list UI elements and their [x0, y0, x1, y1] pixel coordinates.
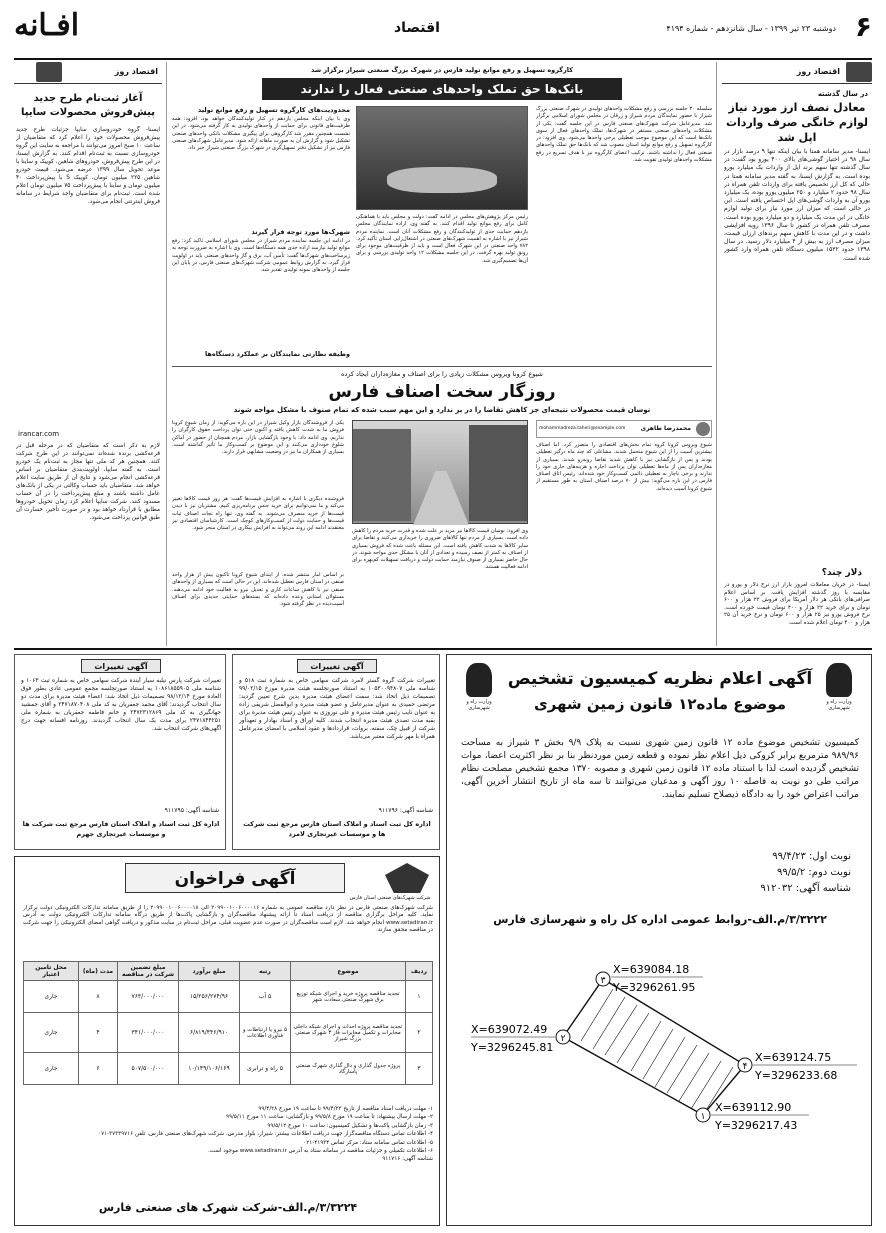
left-column	[14, 62, 162, 644]
tender-table-wrap	[23, 961, 433, 1085]
article-headline: آغاز ثبت‌نام طرح جدید پیش‌فروش محصولات سایپا	[21, 93, 155, 118]
iran-emblem-icon	[466, 663, 492, 697]
table-cell: ۱۵/۲۵۶/۲۷۴/۹۶	[179, 981, 240, 1013]
column-header: محل تامین اعتبار	[24, 962, 79, 981]
tender-note: ۶- اطلاعات تکمیلی و جزئیات مناقصه در سامانه ستاد به آدرس www.setadiran.ir موجود است.	[207, 1148, 433, 1155]
notice-id: شناسه آگهی: ۹۱۲۰۳۲	[760, 883, 851, 894]
point-number: ۱	[700, 1112, 706, 1122]
article-deck: نوسان قیمت محصولات نتیجه‌ای جز کاهش تقاضا را در بر ندارد و این مهم سبب شده که تمام صنوف با مشکل مواجه شوند	[233, 406, 651, 414]
notice-body: تغییرات شرکت پارس نیلبه سیار آینده شرکت سهامی خاص به شماره ثبت ۱۰۶۳ و شناسه ملی ۱۰۸۶۱۸۵۵۹۰۵ به استناد صورتجلسه مجمع عمومی عادی بطور فوق العاده مورخ ۹۸/۱۲/۱۴ تصمیمات ذیل اتخاذ شد: اعضاء هیئت مدیره برای مدت دو سال انتخاب گردیدند: آقای محمد جعفریان به کد ملی ۲۴۷۱۸۷۰۴۰۸ و آقای جمشید جهانگیری به کد ملی ۲۴۷۲۳۱۲۸۶۹ و خانم فاطمه جعفریان به شماره ملی ۲۴۷۱۸۴۴۲۵۱ برای مدت یک سال انتخاب گردیدند. روزنامه افسانه جهت درج آگهی‌های شرکت انتخاب شد.	[21, 678, 221, 732]
article-sub-heading: محدودیت‌های کارگروه تسهیل و رفع موانع تولید	[197, 106, 350, 114]
point-y-coordinate: Y=3296233.68	[755, 1069, 838, 1082]
author-email[interactable]: mohammadreza.taheri@example.com	[539, 426, 626, 431]
column-header: ردیف	[406, 962, 433, 981]
mid-article	[172, 370, 712, 646]
tender-table	[23, 961, 433, 1085]
source-link[interactable]: irancar.com	[18, 430, 60, 438]
notice-title: آگهی تغییرات	[81, 659, 161, 673]
right-column-header	[722, 62, 872, 84]
land-sketch	[453, 937, 867, 1223]
tender-intro: شرکت شهرک‌های صنعتی فارس در نظر دارد مناقصه عمومی به شماره ۲۰۹۹۰۰۱۰۰۶۰۰۰۰۱۶ الی ۲۰۹۹۰۰۱۰۰۶۰۰۰۰۱۸ را از طریق سامانه تدارکات الکترونیکی دولت برگزار نماید. کلیه مراحل برگزاری مناقصه از دریافت اسناد تا ارائه پیشنهاد مناقصه‌گران و بازگشایی پاکت‌ها از طریق درگاه سامانه تدارکات الکترونیکی دولت به آدرس www.setadiran.ir انجام خواهد شد. لازم است مناقصه‌گران در صورت عدم عضویت قبلی، مراحل ثبت‌نام در سایت مذکور و دریافت گواهی امضای الکترونیکی را جهت شرکت در مناقصه محقق سازند.	[23, 905, 433, 934]
point-number: ۳	[600, 976, 606, 986]
article-col-1: سلسله ۳۰ جلسه بررسی و رفع مشکلات واحدهای تولیدی در شهرک صنعتی بزرگ شیراز با حضور نمایندگان مردم شیراز و زرقان در مجلس شورای اسلامی برگزار شد. مدیرعامل شرکت شهرک‌های صنعتی فارس در این جلسه گفت: یکی از مشکلات واحدهای صنعتی مستقر در شهرک‌ها، تملک واحدهای فعال از سوی بانک‌ها است که این موضوع موجب تعطیلی برخی واحدها می‌شود. وی افزود: در کارگروه تسهیل و رفع موانع تولید استان مصوب شد که بانک‌ها حق تملک واحدهای صنعتی فعال را نداشته باشند. ترکیب اعضای کارگروه نیز با هدف تسریع در رفع مشکلات واحدهای تولیدی تقویت شد.	[536, 106, 712, 164]
article-body: ایسنا- مدیر سامانه همتا با بیان اینکه تنها ۹ درصد بازار در سال ۹۸ در اختیار گوشی‌های بالای ۴۰۰ یورو بود گفت: در سال گذشته تنها سهم برند اپل از واردات یک میلیارد یورو بوده است. به گزارش ایسنا، به گفته مدیر سامانه همتا در حالی که کل ارز تخصیص یافته برای واردات تلفن همراه در سال ۹۸ حدود ۲ میلیارد و ۲۵۰ میلیون یورو بوده، یک میلیارد یورو آن به واردات گوشی‌های اپل اختصاص یافته است. این در حالی است که میزان ارز مورد نیاز برای تولید لوازم خانگی در این مدت یک میلیارد و دو میلیارد یورو بوده است. مصرف تلفن همراه در کشور تا سال ۱۳۹۶ رویه افزایشی داشت و در این مدت با کاهش سهم برندهای ارزان قیمت، میزان مصرف ارز به بیش از ۴ میلیارد دلار رسید. در سال ۱۳۹۸ حدود ۱۵۳۲ میلیون دستگاه تلفن همراه وارد کشور شده است.	[724, 148, 870, 262]
article-col-3: وی با بیان اینکه مجلس یازدهم در کنار تولیدکنندگان خواهد بود، افزود: همه ظرفیت‌های قانونی برای حمایت از واحدهای تولیدی به کار گرفته می‌شود. در این نشست همچنین مقرر شد کارگروهی برای پیگیری مشکلات بانکی واحدهای صنعتی تشکیل شود و گزارش آن به صورت ماهانه ارائه شود. مدیرعامل شهرک‌های صنعتی فارس نیز از تشکیل دفتر تسهیل‌گری در شهرک بزرگ صنعتی شیراز خبر داد.	[172, 116, 350, 152]
table-cell: ۲	[406, 1013, 433, 1053]
table-cell: ۶/۸۱۹/۴۴۶/۹۱۰	[179, 1013, 240, 1053]
table-cell: جاری	[24, 1053, 79, 1085]
table-cell: ۱۰/۱۴۹/۱۰۶/۱۶۹	[179, 1053, 240, 1085]
table-row	[24, 1013, 433, 1053]
table-cell: ۴	[79, 1013, 118, 1053]
notice-title: آگهی تغییرات	[297, 659, 377, 673]
tender-title	[125, 863, 345, 893]
emblem-left	[457, 663, 501, 723]
masthead-rule	[14, 58, 872, 60]
meeting-photo	[356, 106, 528, 210]
section-logo-icon	[36, 62, 62, 82]
article-body: ایسنا- گروه خودروسازی سایپا جزئیات طرح جدید پیش‌فروش محصولات خود را اعلام کرد که متقاضیان از ساعت ۱۰ صبح امروز می‌توانند با مراجعه به سایت این گروه خودروسازی نسبت به ثبت‌نام اقدام کنند. به گزارش ایسنا، در این طرح پیش‌فروش، خودروهای شاهین، کوییک و ساینا با موعد تحویل سال ۱۳۹۹ عرضه می‌شود. قیمت خودرو شاهین ۲۲۵ میلیون تومان، کوییک S با پیش‌پرداخت ۴۰ میلیون تومان و ساینا با پیش‌پرداخت ۷۵ میلیون تومان اعلام شده است. ثبت‌نام برای متقاضیان واجد شرایط در سامانه فروش اینترنتی انجام می‌شود.	[16, 127, 160, 205]
section-title: اقتصاد	[394, 20, 440, 36]
table-cell: ۵۰۷/۵۰۰/۰۰۰	[118, 1053, 179, 1085]
page-number: ۶	[854, 10, 872, 43]
notice-body: تغییرات شرکت گروه گستر لامرد شرکت سهامی خاص به شماره ثبت ۵۱۸ و شناسه ملی ۱۰۵۳۰۰۹۴۸۰۷ به استناد صورتجلسه هیئت مدیره مورخ ۹۹/۰۲/۱۵ تصمیمات ذیل اتخاذ شد: سمت اعضای هیئت مدیره بدین شرح تعیین گردید: مرتضی حمیدی به عنوان مدیرعامل و عضو هیئت مدیره و ابوالفضل شریفی زاده به عنوان نایب رئیس هیئت مدیره و علی نوروزی به عنوان رئیس هیئت مدیره برای بقیه مدت تصدی هیئت مدیره انتخاب شدند. کلیه اوراق و اسناد بهادار و تعهدآور شرکت از قبیل چک، سفته، بروات، قراردادها و عقود اسلامی با امضای مدیرعامل همراه با مهر شرکت معتبر می‌باشد.	[239, 678, 435, 740]
article-col-1: شیوع ویروس کرونا گروه تمام بخش‌های اقتصادی را متضرر کرد. اما اصناف بیشترین آسیب را از این شیوع متحمل شدند. مشاغلی که چند ماه درگیر تعطیلی بودند و پس از بازگشایی نیز با کاهش شدید تقاضا روبه‌رو شدند. بسیاری از مغازه‌داران پس از ماه‌ها تعطیلی توان پرداخت اجاره و هزینه‌های جاری خود را ندارند و برخی ناچار به تعطیلی دائمی کسب‌وکار خود شده‌اند. رئیس اتاق اصناف فارس در این باره می‌گوید: بیش از ۷۰ درصد اصناف استان به طور مستقیم از شیوع کرونا آسیب دیده‌اند.	[536, 442, 712, 492]
table-cell: ۱	[406, 981, 433, 1013]
first-publication-date: نوبت اول: ۹۹/۴/۲۳	[772, 851, 851, 862]
table-cell: جاری	[24, 981, 79, 1013]
hatch-line	[617, 1013, 649, 1063]
point-y-coordinate: Y=3296261.95	[613, 981, 696, 994]
column-header: مبلغ تضمین شرکت در مناقصه	[118, 962, 179, 981]
notice-footer: ۳/۳۲۲۲/م.الف-روابط عمومی اداره کل راه و شهرسازی فارس	[493, 913, 827, 926]
article-col-4: فروشنده دیگری با اشاره به افزایش قیمت‌ها گفت: هر روز قیمت کالاها تغییر می‌کند و ما نمی‌توانیم برای خرید جنس برنامه‌ریزی کنیم. مشتریان نیز با دیدن قیمت‌ها از خرید منصرف می‌شوند. به گفته وی، تنها راه نجات اصناف ثبات قیمت‌ها و حمایت دولت از کسب‌وکارهای کوچک است. کارشناسان اقتصادی نیز معتقدند ادامه این روند می‌تواند به افزایش بیکاری در استان منجر شود.	[172, 496, 344, 532]
photo-building-right	[469, 425, 527, 521]
land-parcel-outline	[560, 979, 745, 1115]
author-name: محمدرضا طاهری	[640, 425, 691, 432]
column-header: موضوع	[291, 962, 406, 981]
article-col-3: یکی از فروشندگان بازار وکیل شیراز در این باره می‌گوید: از زمان شیوع کرونا فروش ما به شدت کاهش یافته و اکنون حتی توان پرداخت حقوق کارگران را نداریم. وی ادامه داد: با وجود بازگشایی بازار، مردم همچنان از حضور در اماکن شلوغ خودداری می‌کنند و این موضوع بر کسب‌وکار ما تأثیر گذاشته است. بسیاری از همکاران ما نیز در وضعیت مشابهی قرار دارند.	[172, 420, 344, 456]
article-body-2: لازم به ذکر است که متقاضیان که در مرحله قبل در قرعه‌کشی برنده شده‌اند نمی‌توانند در این طرح شرکت کنند. همچنین هر کد ملی تنها مجاز به ثبت‌نام یک خودرو است. به گفته سایپا، اولویت‌بندی متقاضیان بر اساس قرعه‌کشی انجام می‌شود و نتایج آن از طریق سایت اعلام خواهد شد. متقاضیان باید حساب وکالتی در یکی از بانک‌های عامل داشته باشند و مبلغ پیش‌پرداخت را در آن حساب مسدود کنند. شرکت سایپا اعلام کرد زمان تحویل خودروها مطابق با قرارداد خواهد بود و در صورت تأخیر، خسارت آن طبق قوانین پرداخت می‌شود.	[16, 443, 160, 521]
point-y-coordinate: Y=3296245.81	[471, 1041, 554, 1054]
notice-subtitle: موضوع ماده۱۲ قانون زمین شهری	[533, 695, 787, 713]
tender-note: ۴- اطلاعات تماس دستگاه مناقصه‌گزار جهت دریافت اطلاعات بیشتر: شیراز، بلوار مدرس، شرکت شهرک‌های صنعتی فارس، تلفن ۳۷۳۳۹۷۱۶-۰۷۱	[98, 1131, 433, 1138]
table-row	[24, 981, 433, 1013]
notice-id: شناسه آگهی: ۹۱۱۷۱۶	[382, 1156, 433, 1163]
table-header-row	[24, 962, 433, 981]
top-article	[172, 66, 712, 366]
emblem-caption: وزارت راه و شهرسازی	[826, 699, 852, 711]
masthead	[14, 8, 872, 58]
photo-road	[413, 471, 469, 525]
org-logo-icon	[385, 863, 429, 893]
sub-heading: دلار چند؟	[821, 568, 862, 578]
emblem-right	[817, 663, 861, 723]
emblem-caption: وزارت راه و شهرسازی	[466, 699, 492, 711]
notice-changes-jahrom	[14, 654, 226, 850]
tender-note: ۱- مهلت دریافت اسناد مناقصه از تاریخ ۹۹/۴/۲۳ تا ساعت ۱۹ مورخ ۹۹/۴/۲۸	[258, 1106, 433, 1112]
issue-date: دوشنبه ۲۳ تیر ۱۳۹۹ - سال شانزدهم - شماره ۴۱۹۴	[666, 24, 836, 33]
article-kicker: کارگروه تسهیل و رفع موانع تولید فارس در شهرک بزرگ صنعتی شیراز برگزار شد	[311, 66, 573, 74]
table-cell: ۳۴۱/۰۰۰/۰۰۰	[118, 1013, 179, 1053]
hatch-line	[631, 1021, 661, 1071]
tender-notes	[23, 1105, 433, 1197]
point-x-coordinate: X=639112.90	[715, 1101, 792, 1114]
notice-footer: اداره کل ثبت اسناد و املاک استان فارس مرجع ثبت شرکت ها و موسسات غیرتجاری لامرد	[243, 820, 431, 838]
table-cell: تجدید مناقصه پروژه احداث و اجرای شبکه داخلی مخابرات و تکمیل مخابرات فاز ۳ شهرک صنعتی بزرگ شیراز	[291, 1013, 406, 1053]
notice-article-12	[446, 654, 872, 1226]
table-cell: ۵ آب	[240, 981, 291, 1013]
tender-footer: ۳/۳۲۲۴/م.الف-شرکت شهرک های صنعتی فارس	[98, 1201, 358, 1214]
notice-body: کمیسیون تشخیص موضوع ماده ۱۲ قانون زمین شهری نسبت به پلاک ۹/۹ بخش ۳ شیراز به مساحت ۹۸۹/۹۶ مترمربع برابر کروکی ذیل اعلام نظر نموده و قطعه زمین موردنظر بنا بر نظر اکثریت اعضا، موات تشخیص گردیده است لذا با استناد ماده ۱۲ قانون زمین شهری و مصوبه ۱۳۷۰ مجمع تشخیص مصلحت نظام مراتب طی دو نوبت به فاصله ۱۰ روز آگهی و مدعیان می‌توانند تا سه ماه از تاریخ انتشار آخرین آگهی، مراتب اعتراض خود را به دادگاه ذیصلاح تسلیم نمایند.	[461, 738, 859, 800]
column-header: مدت (ماه)	[79, 962, 118, 981]
article-col-5: بر اساس آمار منتشر شده، از ابتدای شیوع کرونا تاکنون بیش از هزار واحد صنفی در استان فارس تعطیل شده‌اند. این در حالی است که بسیاری از واحدهای صنفی نیز با کاهش ساعات کاری و تعدیل نیرو به فعالیت خود ادامه می‌دهند. مسئولان استانی وعده داده‌اند که بسته‌های حمایتی جدیدی برای اصناف آسیب‌دیده در نظر گرفته شود.	[172, 572, 344, 608]
article-kicker: در سال گذشته	[817, 90, 868, 98]
bottom-section-rule	[14, 648, 872, 650]
hatch-line	[655, 1037, 685, 1087]
article-sub-heading: وظیفه نظارتی نمایندگان بر عملکرد دستگاه‌ها	[204, 350, 350, 358]
notice-id: شناسه آگهی: ۹۱۱۷۹۵	[164, 807, 219, 814]
article-headline: بانک‌ها حق تملک واحدهای صنعتی فعال را ندارند	[262, 78, 622, 100]
photo-building-left	[353, 429, 411, 521]
hatch-line	[593, 997, 625, 1049]
table-cell: ۸	[79, 981, 118, 1013]
section-label: اقتصاد روز	[796, 67, 840, 76]
org-name: شرکت شهرک‌های صنعتی استان فارس	[349, 895, 431, 901]
newspaper-logo: افـانه	[14, 8, 80, 43]
right-column	[722, 62, 872, 644]
tender-note: ۲- مهلت ارسال پیشنهاد: تا ساعت ۱۹ مورخ ۹۹/۵/۸ و بازگشایی: ساعت ۱۱ مورخ ۹۹/۵/۱۱	[225, 1114, 433, 1121]
hatch-line	[679, 1053, 709, 1101]
table-cell: جاری	[24, 1013, 79, 1053]
table-cell: تجدید مناقصه پروژه خرید و اجرای شبکه توزیع برق شهرک صنعتی سعادت شهر	[291, 981, 406, 1013]
article-col-2: رئیس مرکز پژوهش‌های مجلس در ادامه گفت: دولت و مجلس باید با هماهنگی کامل برای رفع موانع تولید اقدام کنند. به گفته وی، اراده نمایندگان مجلس یازدهم حمایت جدی از تولیدکنندگان و رفع مشکلات آنان است. نماینده مردم شیراز نیز با اشاره به اهمیت شهرک‌های صنعتی در اشتغال‌زایی استان تأکید کرد: ۷۸۲ واحد صنعتی در این شهرک فعال است و باید از ظرفیت‌های موجود برای رونق تولید بهره گرفت. در این جلسه مشکلات ۱۲ واحد تولیدی بررسی و برای آن‌ها تصمیم‌گیری شد.	[356, 214, 528, 264]
hatch-line	[581, 989, 613, 1041]
author-avatar	[696, 422, 710, 436]
notice-footer: اداره کل ثبت اسناد و املاک استان فارس مرجع ثبت شرکت ها و موسسات غیرتجاری جهرم	[22, 820, 220, 838]
hatch-line	[605, 1005, 637, 1055]
article-sub-heading: شهرک‌ها مورد توجه قرار گیرند	[251, 228, 350, 236]
article-headline: معادل نصف ارز مورد نیاز لوازم خانگی صرف واردات اپل شد	[725, 101, 869, 144]
section-label: اقتصاد روز	[114, 67, 158, 76]
column-divider	[166, 62, 167, 646]
point-x-coordinate: X=639084.18	[613, 963, 690, 976]
notice-title: آگهی اعلام نظریه کمیسیون تشخیص	[507, 669, 813, 689]
table-cell: ۶	[79, 1053, 118, 1085]
tender-note: ۳- زمان بازگشایی پاکت‌ها و تشکیل کمیسیون: ساعت ۱۰ مورخ ۹۹/۵/۱۲	[267, 1122, 433, 1129]
hatch-line	[643, 1029, 673, 1079]
tender-title-text: آگهی فراخوان	[174, 869, 296, 889]
table-cell: ۵ راه و ترابری	[240, 1053, 291, 1085]
article-col-4: در ادامه این جلسه نماینده مردم شیراز در مجلس شورای اسلامی تأکید کرد: رفع موانع تولید نیازمند اراده جدی همه دستگاه‌ها است. وی با اشاره به ضرورت توجه به زیرساخت‌های شهرک‌ها گفت: تأمین آب، برق و گاز واحدهای صنعتی باید در اولویت قرار گیرد. به گزارش روابط عمومی شرکت شهرک‌های صنعتی فارس، در پایان این جلسه از واحدهای نمونه تولیدی تقدیر شد.	[172, 238, 350, 274]
column-divider	[716, 62, 717, 646]
photo-table	[387, 167, 497, 193]
point-x-coordinate: X=639124.75	[755, 1051, 832, 1064]
article-col-2: وی افزود: نوسان قیمت کالاها نیز مزید بر علت شده و قدرت خرید مردم را کاهش داده است. بسیاری از مردم تنها کالاهای ضروری را خریداری می‌کنند و تقاضا برای سایر کالاها به شدت کاهش یافته است. این مسئله باعث شده که فروش بسیاری از اصناف به کمتر از نصف رسیده و تعدادی از آنان با مشکل جدی مواجه شوند. در حال حاضر بسیاری از صنوف نیازمند حمایت دولت و دریافت تسهیلات کم‌بهره برای ادامه فعالیت هستند.	[352, 528, 528, 571]
iran-emblem-icon	[826, 663, 852, 697]
column-header: مبلغ برآورد	[179, 962, 240, 981]
point-x-coordinate: X=639072.49	[471, 1023, 548, 1036]
left-column-header	[14, 62, 162, 84]
tender-notice	[14, 856, 440, 1226]
table-cell: ۷۶۳/۰۰۰/۰۰۰	[118, 981, 179, 1013]
section-logo-icon	[846, 62, 872, 82]
point-number: ۴	[742, 1062, 748, 1072]
notice-changes-lamerd	[232, 654, 440, 850]
table-cell: ۳	[406, 1053, 433, 1085]
notice-id: شناسه آگهی: ۹۱۱۷۹۶	[378, 807, 433, 814]
tender-note: ۵- اطلاعات تماس سامانه ستاد: مرکز تماس ۴۱۹۳۴-۰۲۱	[303, 1139, 433, 1146]
point-y-coordinate: Y=3296217.43	[715, 1119, 798, 1132]
mid-article-top-rule	[172, 366, 712, 367]
column-header: رتبه	[240, 962, 291, 981]
article-headline: روزگار سخت اصناف فارس	[328, 382, 556, 402]
street-photo	[352, 420, 528, 524]
point-number: ۲	[560, 1034, 566, 1044]
table-cell: ۵ نیرو یا ارتباطات و فناوری اطلاعات	[240, 1013, 291, 1053]
second-publication-date: نوبت دوم: ۹۹/۵/۲	[777, 867, 851, 878]
table-row	[24, 1053, 433, 1085]
sub-body: ایسنا- در جریان معاملات امروز بازار ارز نرخ دلار و یورو در مقایسه با روز گذشته افزایش یافت. بر اساس اعلام صرافی‌های بانکی هر دلار آمریکا برای فروش ۲۲ هزار و ۶۰۰ تومان و برای خرید ۲۲ هزار و ۴۰۰ تومان قیمت خورده است. نرخ فروش یورو نیز ۲۵ هزار و ۶۰۰ تومان و نرخ خرید آن ۲۵ هزار و ۴۰۰ تومان اعلام شده است.	[724, 582, 870, 626]
hatch-line	[667, 1045, 697, 1093]
table-cell: پروژه جدول گذاری و دال گذاری شهرک صنعتی پاسارگاد	[291, 1053, 406, 1085]
author-box	[536, 420, 712, 438]
article-kicker: شیوع کرونا ویروس مشکلات زیادی را برای اصناف و مغازه‌داران ایجاد کرده	[341, 370, 543, 378]
